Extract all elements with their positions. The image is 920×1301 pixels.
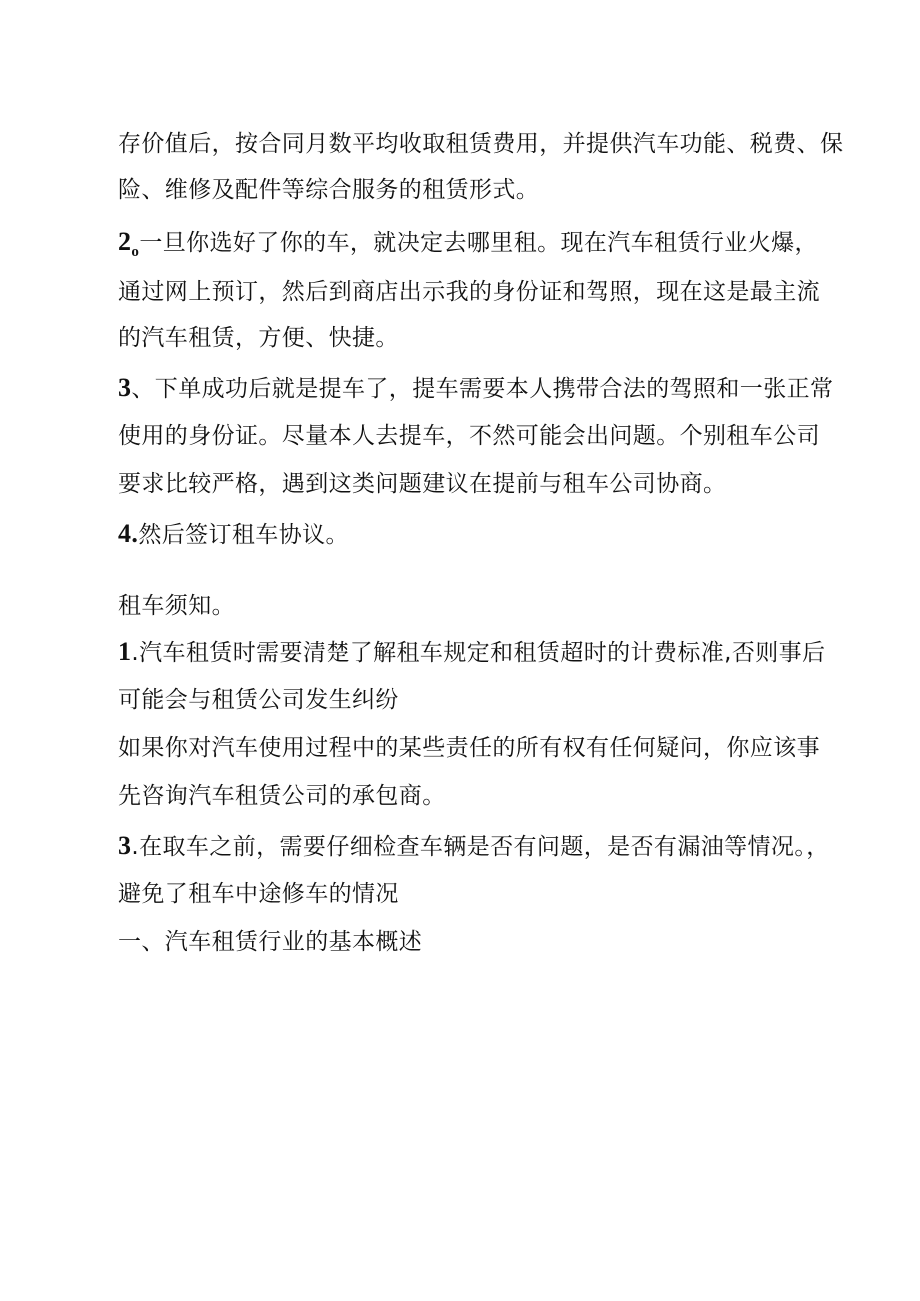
notice-title-text: 租车须知。: [118, 593, 235, 619]
paragraph-text: 使用的身份证。尽量本人去提车，不然可能会出问题。个别租车公司: [118, 423, 820, 449]
paragraph-line: [118, 130, 843, 158]
item-number-suffix: o: [131, 244, 140, 260]
paragraph-text: 可能会与租赁公司发生纠纷: [118, 687, 399, 713]
paragraph-text: 存价值后，按合同月数平均收取租赁费用，并提供汽车功能、税费、保: [118, 131, 844, 157]
paragraph-text: 先咨询汽车租赁公司的承包商。: [118, 783, 446, 809]
paragraph-line: [118, 470, 726, 498]
paragraph-text: 如果你对汽车使用过程中的某些责任的所有权有任何疑问，你应该事: [118, 735, 820, 761]
list-item-3: [118, 374, 833, 403]
notice-title: [118, 592, 235, 620]
item-number: 3: [118, 831, 132, 860]
section-heading-text: 一、汽车租赁行业的基本概述: [118, 929, 423, 955]
item-text: .汽车租赁时需要清楚了解租车规定和租赁超时的计费标准,否则事后: [131, 640, 826, 666]
item-text: 然后签订租车协议。: [138, 522, 349, 548]
paragraph-text: 的汽车租赁，方便、快捷。: [118, 325, 399, 351]
paragraph-line: [118, 782, 446, 810]
item-number: 4.: [118, 519, 139, 548]
item-text: 、下单成功后就是提车了，提车需要本人携带合法的驾照和一张正常: [131, 376, 834, 402]
notice-item-3: [118, 832, 830, 861]
list-item-2: [118, 228, 818, 266]
list-item-4: [118, 520, 349, 549]
paragraph-line: [118, 880, 399, 908]
paragraph-line: [118, 278, 820, 306]
paragraph-text: 要求比较严格，遇到这类问题建议在提前与租车公司协商。: [118, 471, 727, 497]
paragraph-text: 通过网上预订，然后到商店出示我的身份证和驾照，现在这是最主流: [118, 279, 820, 305]
item-number: 2: [118, 227, 132, 256]
paragraph-line: [118, 422, 820, 450]
section-heading: [118, 928, 422, 956]
paragraph-line: [118, 324, 399, 352]
item-number: 1: [118, 637, 132, 666]
notice-item-1: [118, 638, 825, 667]
paragraph-line: [118, 686, 399, 714]
paragraph-text: 险、维修及配件等综合服务的租赁形式。: [118, 177, 540, 203]
paragraph-line: [118, 176, 539, 204]
paragraph-text: 避免了租车中途修车的情况: [118, 881, 399, 907]
item-number: 3: [118, 373, 132, 402]
item-text: 一旦你选好了你的车，就决定去哪里租。现在汽车租赁行业火爆，: [139, 230, 818, 256]
item-text: .在取车之前，需要仔细检查车辆是否有问题，是否有漏油等情况。，: [131, 834, 830, 860]
paragraph-line: [118, 734, 820, 762]
